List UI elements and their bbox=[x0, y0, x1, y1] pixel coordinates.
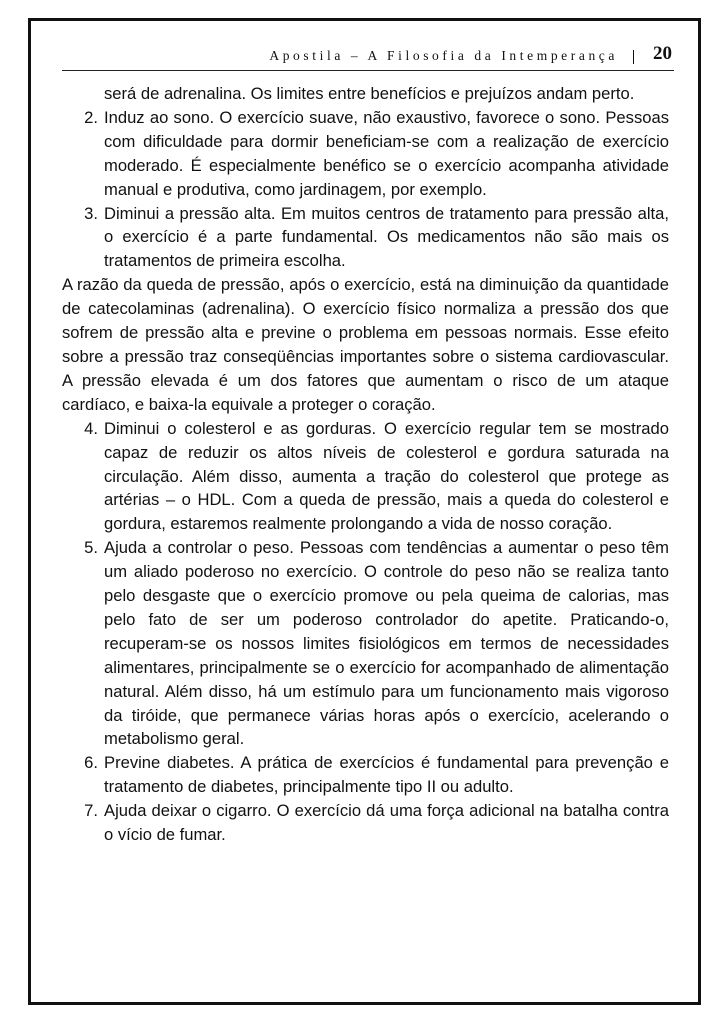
page-header bbox=[62, 40, 674, 71]
list-item-2 bbox=[62, 106, 669, 202]
list-item-4 bbox=[62, 417, 669, 537]
header-title: Apostila – A Filosofia da Intemperança bbox=[269, 48, 618, 63]
list-item-6 bbox=[62, 751, 669, 799]
list-item-number: 7. bbox=[84, 801, 98, 821]
list-item-7 bbox=[62, 799, 669, 847]
page-number: 20 bbox=[653, 43, 672, 64]
list-item-text: Diminui o colesterol e as gorduras. O exercício regular tem se mostrado capaz de reduzir os altos níveis de colesterol e gordura saturada na circulação. Além disso, aumenta a tração do colesterol que protege as artérias – o HDL. Com a queda de pressão, mais a queda do colesterol e gordura, estaremos realmente prolongando a vida de nosso coração. bbox=[104, 418, 669, 534]
list-item-number: 2. bbox=[84, 107, 98, 127]
list-item-number: 3. bbox=[84, 203, 98, 223]
list-item-number: 6. bbox=[84, 753, 98, 773]
list-item-text: Diminui a pressão alta. Em muitos centros de tratamento para pressão alta, o exercício é a parte fundamental. Os medicamentos não são mais os tratamentos de primeira escolha. bbox=[104, 203, 669, 271]
body-paragraph: A razão da queda de pressão, após o exercício, está na diminuição da quantidade de catecolaminas (adrenalina). O exercício físico normaliza a pressão dos que sofrem de pressão alta e previne o problema em pessoas normais. Esse efeito sobre a pressão traz conseqüências importantes sobre o sistema cardiovascular. A pressão elevada é um dos fatores que aumentam o risco de um ataque cardíaco, e baixa-la equivale a proteger o coração. bbox=[62, 275, 669, 414]
list-item-3 bbox=[62, 202, 669, 274]
list-item-text: Ajuda deixar o cigarro. O exercício dá uma força adicional na batalha contra o vício de fumar. bbox=[104, 801, 669, 845]
list-item-5 bbox=[62, 536, 669, 751]
list-item-number: 5. bbox=[84, 538, 98, 558]
header-separator bbox=[633, 50, 634, 64]
list-item-text: Ajuda a controlar o peso. Pessoas com tendências a aumentar o peso têm um aliado poderoso no exercício. O controle do peso não se realiza tanto pelo desgaste que o exercício promove ou pela queima de calorias, mas pelo fato de ser um poderoso controlador do apetite. Praticando-o, recuperam-se os nossos limites fisiológicos em termos de necessidades alimentares, principalmente se o exercício for acompanhado de alimentação natural. Além disso, há um estímulo para um funcionamento mais vigoroso da tiróide, que permanece várias horas após o exercício, acelerando o metabolismo geral. bbox=[104, 538, 669, 749]
list-item-number: 4. bbox=[84, 418, 98, 438]
list-item-text: Previne diabetes. A prática de exercícios é fundamental para prevenção e tratamento de diabetes, principalmente tipo II ou adulto. bbox=[104, 753, 669, 797]
continuation-text: será de adrenalina. Os limites entre benefícios e prejuízos andam perto. bbox=[104, 84, 635, 103]
page-content bbox=[62, 82, 669, 847]
list-item-text: Induz ao sono. O exercício suave, não exaustivo, favorece o sono. Pessoas com dificuldade para dormir beneficiam-se com a realização de exercício moderado. É especialmente benéfico se o exercício acompanha atividade manual e produtiva, como jardinagem, por exemplo. bbox=[104, 107, 669, 199]
